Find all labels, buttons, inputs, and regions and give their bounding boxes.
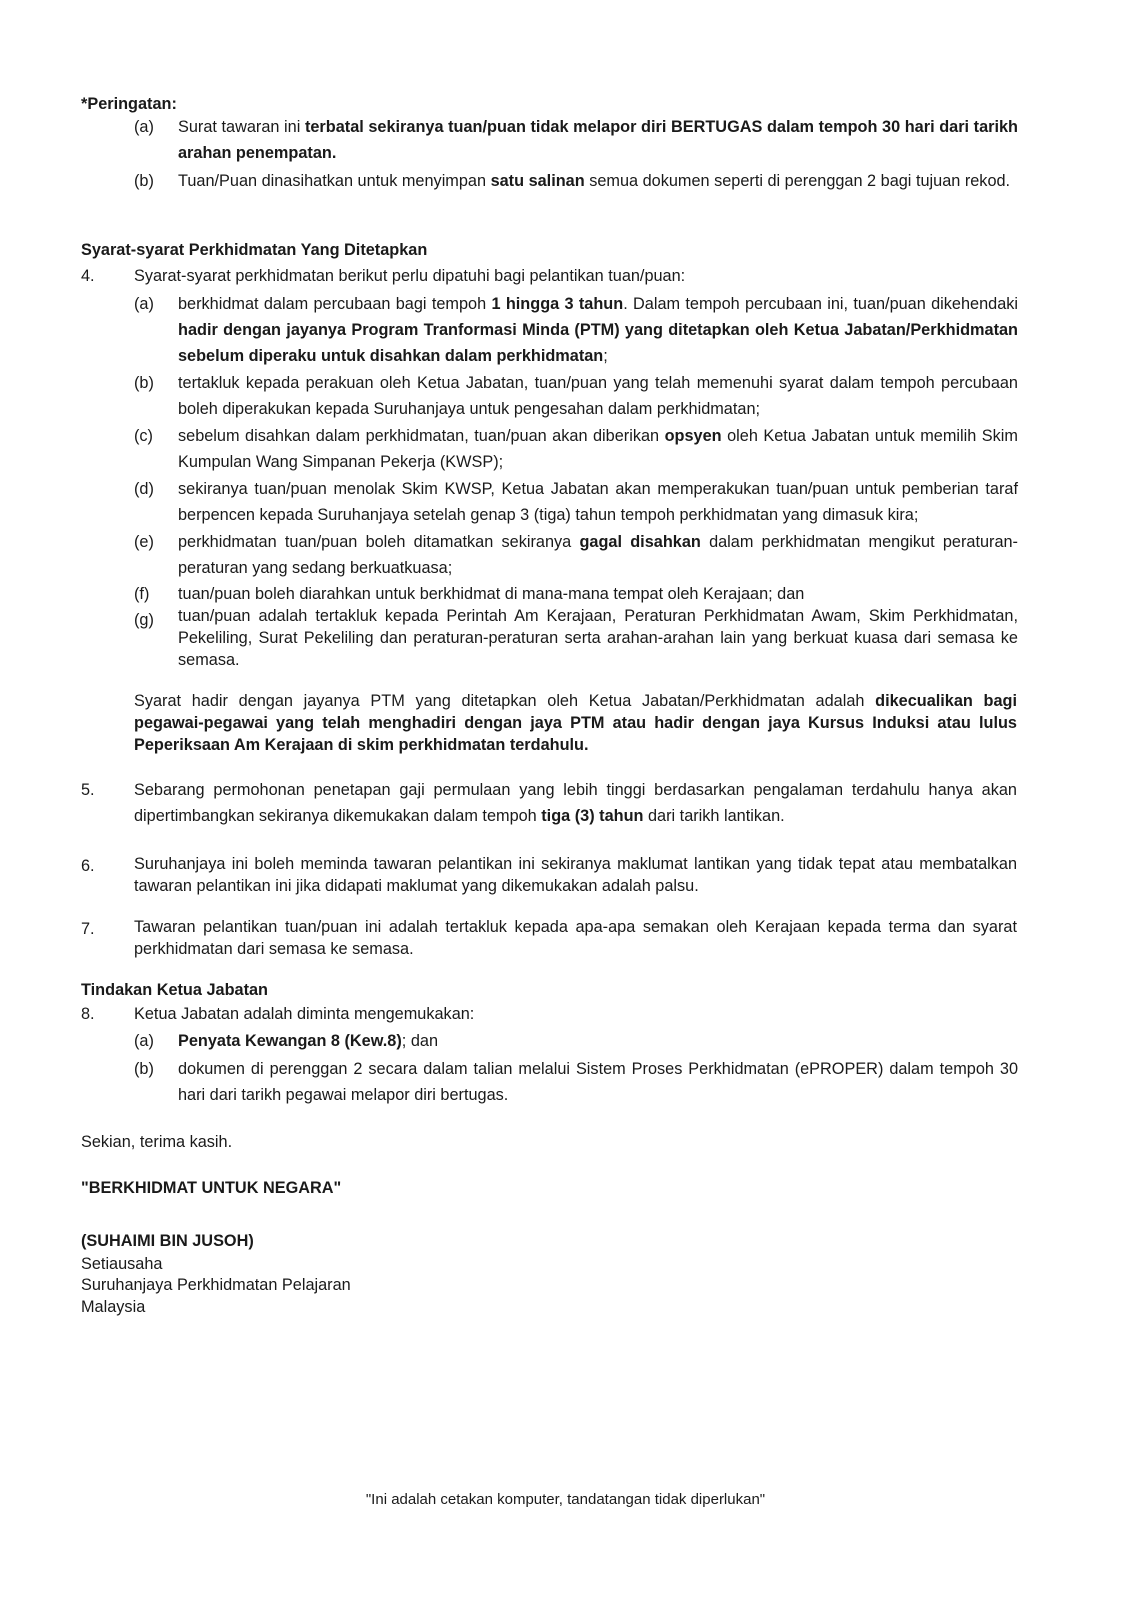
signatory-position: Setiausaha <box>81 1255 163 1273</box>
section-5-text: Sebarang permohonan penetapan gaji permulaan yang lebih tinggi berdasarkan pengalaman terdahulu hanya akan dipertimbangkan sekiranya dikemukakan dalam tempoh tiga (3) tahun dari tarikh lantikan. <box>134 781 1017 825</box>
signatory-organization: Suruhanjaya Perkhidmatan Pelajaran <box>81 1276 351 1294</box>
section-4a-text: berkhidmat dalam percubaan bagi tempoh 1 hingga 3 tahun. Dalam tempoh percubaan ini, tuan/puan dikehendaki hadir dengan jayanya Program Tranformasi Minda (PTM) yang ditetapkan oleh Ketua Jabatan/Perkhidmatan sebelum diperaku untuk disahkan dalam perkhidmatan; <box>178 295 1019 365</box>
closing-motto: "BERKHIDMAT UNTUK NEGARA" <box>81 1179 342 1197</box>
section-7-number: 7. <box>81 920 95 938</box>
warning-b-label: (b) <box>134 172 154 190</box>
signatory-country: Malaysia <box>81 1298 146 1316</box>
warning-title: *Peringatan: <box>81 95 177 113</box>
section-8b-text: dokumen di perenggan 2 secara dalam talian melalui Sistem Proses Perkhidmatan (ePROPER) dalam tempoh 30 hari dari tarikh pegawai melapor diri bertugas. <box>178 1060 1018 1104</box>
section-4b-text: tertakluk kepada perakuan oleh Ketua Jabatan, tuan/puan yang telah memenuhi syarat dalam tempoh percubaan boleh diperakukan kepada Suruhanjaya untuk pengesahan dalam perkhidmatan; <box>178 374 1018 418</box>
section-8a-text: Penyata Kewangan 8 (Kew.8); dan <box>178 1032 439 1050</box>
section-4b-label: (b) <box>134 374 154 392</box>
section-4-heading: Syarat-syarat Perkhidmatan Yang Ditetapkan <box>81 241 428 259</box>
closing-thanks: Sekian, terima kasih. <box>81 1133 233 1151</box>
section-8-number: 8. <box>81 1005 95 1023</box>
section-4-number: 4. <box>81 267 95 285</box>
warning-a-label: (a) <box>134 118 154 136</box>
section-4d-text: sekiranya tuan/puan menolak Skim KWSP, Ketua Jabatan akan memperakukan tuan/puan untuk pemberian taraf berpencen kepada Suruhanjaya setelah genap 3 (tiga) tahun tempoh perkhidmatan yang dimasuk kira; <box>178 480 1018 524</box>
section-8-heading: Tindakan Ketua Jabatan <box>81 981 268 999</box>
section-8b-label: (b) <box>134 1060 154 1078</box>
section-7-text: Tawaran pelantikan tuan/puan ini adalah tertakluk kepada apa-apa semakan oleh Kerajaan kepada terma dan syarat perkhidmatan dari semasa ke semasa. <box>134 918 1017 958</box>
warning-a-text: Surat tawaran ini terbatal sekiranya tuan/puan tidak melapor diri BERTUGAS dalam tempoh 30 hari dari tarikh arahan penempatan. <box>178 118 1018 162</box>
section-4c-label: (c) <box>134 427 153 445</box>
section-4f-text: tuan/puan boleh diarahkan untuk berkhidmat di mana-mana tempat oleh Kerajaan; dan <box>178 585 805 603</box>
section-4-note: Syarat hadir dengan jayanya PTM yang ditetapkan oleh Ketua Jabatan/Perkhidmatan adalah dikecualikan bagi pegawai-pegawai yang telah menghadiri dengan jaya PTM atau hadir dengan jaya Kursus Induksi atau lulus Peperiksaan Am Kerajaan di skim perkhidmatan terdahulu. <box>134 692 1018 754</box>
footer-note: "Ini adalah cetakan komputer, tandatangan tidak diperlukan" <box>365 1491 766 1508</box>
section-4f-label: (f) <box>134 585 150 603</box>
section-4e-label: (e) <box>134 533 154 551</box>
section-4-intro: Syarat-syarat perkhidmatan berikut perlu dipatuhi bagi pelantikan tuan/puan: <box>134 267 686 285</box>
section-4g-label: (g) <box>134 611 154 629</box>
section-4g-text: tuan/puan adalah tertakluk kepada Perintah Am Kerajaan, Peraturan Perkhidmatan Awam, Skim Perkhidmatan, Pekeliling, Surat Pekeliling dan peraturan-peraturan serta arahan-arahan lain yang berkuat kuasa dari semasa ke semasa. <box>178 607 1018 669</box>
signatory-name: (SUHAIMI BIN JUSOH) <box>81 1232 254 1250</box>
section-6-number: 6. <box>81 857 95 875</box>
section-4c-text: sebelum disahkan dalam perkhidmatan, tuan/puan akan diberikan opsyen oleh Ketua Jabatan untuk memilih Skim Kumpulan Wang Simpanan Pekerja (KWSP); <box>178 427 1018 471</box>
section-8-intro: Ketua Jabatan adalah diminta mengemukakan: <box>134 1005 475 1023</box>
section-4d-label: (d) <box>134 480 154 498</box>
section-4a-label: (a) <box>134 295 154 313</box>
section-6-text: Suruhanjaya ini boleh meminda tawaran pelantikan ini sekiranya maklumat lantikan yang tidak tepat atau membatalkan tawaran pelantikan ini jika didapati maklumat yang dikemukakan adalah palsu. <box>134 855 1017 895</box>
section-8a-label: (a) <box>134 1032 154 1050</box>
warning-b-text: Tuan/Puan dinasihatkan untuk menyimpan satu salinan semua dokumen seperti di perenggan 2 bagi tujuan rekod. <box>178 172 1011 190</box>
section-5-number: 5. <box>81 781 95 799</box>
section-4e-text: perkhidmatan tuan/puan boleh ditamatkan sekiranya gagal disahkan dalam perkhidmatan mengikut peraturan-peraturan yang sedang berkuatkuasa; <box>178 533 1018 577</box>
